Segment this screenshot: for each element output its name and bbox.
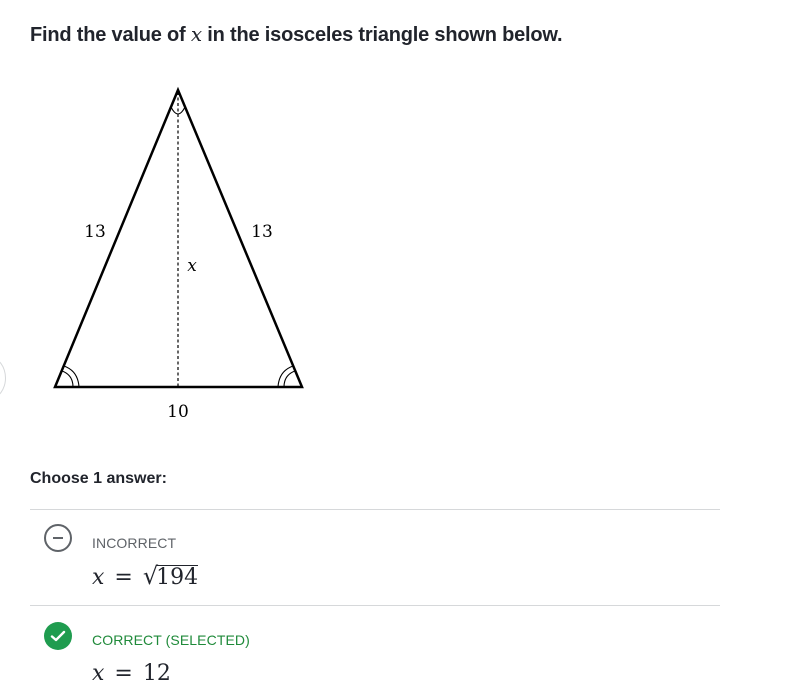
square-root [143, 562, 198, 590]
left-side-label: 13 [84, 222, 106, 242]
choice-status-correct: CORRECT (SELECTED) [92, 632, 250, 648]
right-side-label: 13 [251, 222, 273, 242]
right-base-angle-mark-2 [278, 366, 293, 387]
radical-sign: √ [142, 562, 159, 590]
check-circle-icon [44, 622, 72, 650]
question-variable: x [190, 22, 202, 46]
height-label: x [187, 256, 197, 276]
choice-expression-value [92, 661, 171, 686]
question-suffix: in the isosceles triangle shown below. [201, 24, 563, 46]
answer-choice-incorrect[interactable] [30, 510, 720, 605]
choice-variable: x [92, 661, 105, 686]
choose-answer-label: Choose 1 answer: [30, 470, 167, 487]
question-prefix: Find the value of [30, 24, 191, 46]
checkmark-icon [50, 629, 66, 643]
answer-choice-correct[interactable] [30, 606, 720, 698]
left-base-angle-mark [62, 371, 73, 387]
equals-sign: = [114, 661, 133, 686]
minus-circle-icon [44, 524, 72, 552]
choice-expression-sqrt [92, 562, 198, 590]
left-base-angle-mark-2 [64, 366, 79, 387]
choice-value: 12 [142, 661, 171, 686]
choice-variable: x [92, 565, 105, 590]
radicand-value: 194 [156, 565, 199, 590]
base-label: 10 [167, 402, 189, 422]
right-base-angle-mark [284, 371, 295, 387]
choice-status-incorrect: INCORRECT [92, 535, 177, 551]
equals-sign: = [114, 565, 133, 590]
